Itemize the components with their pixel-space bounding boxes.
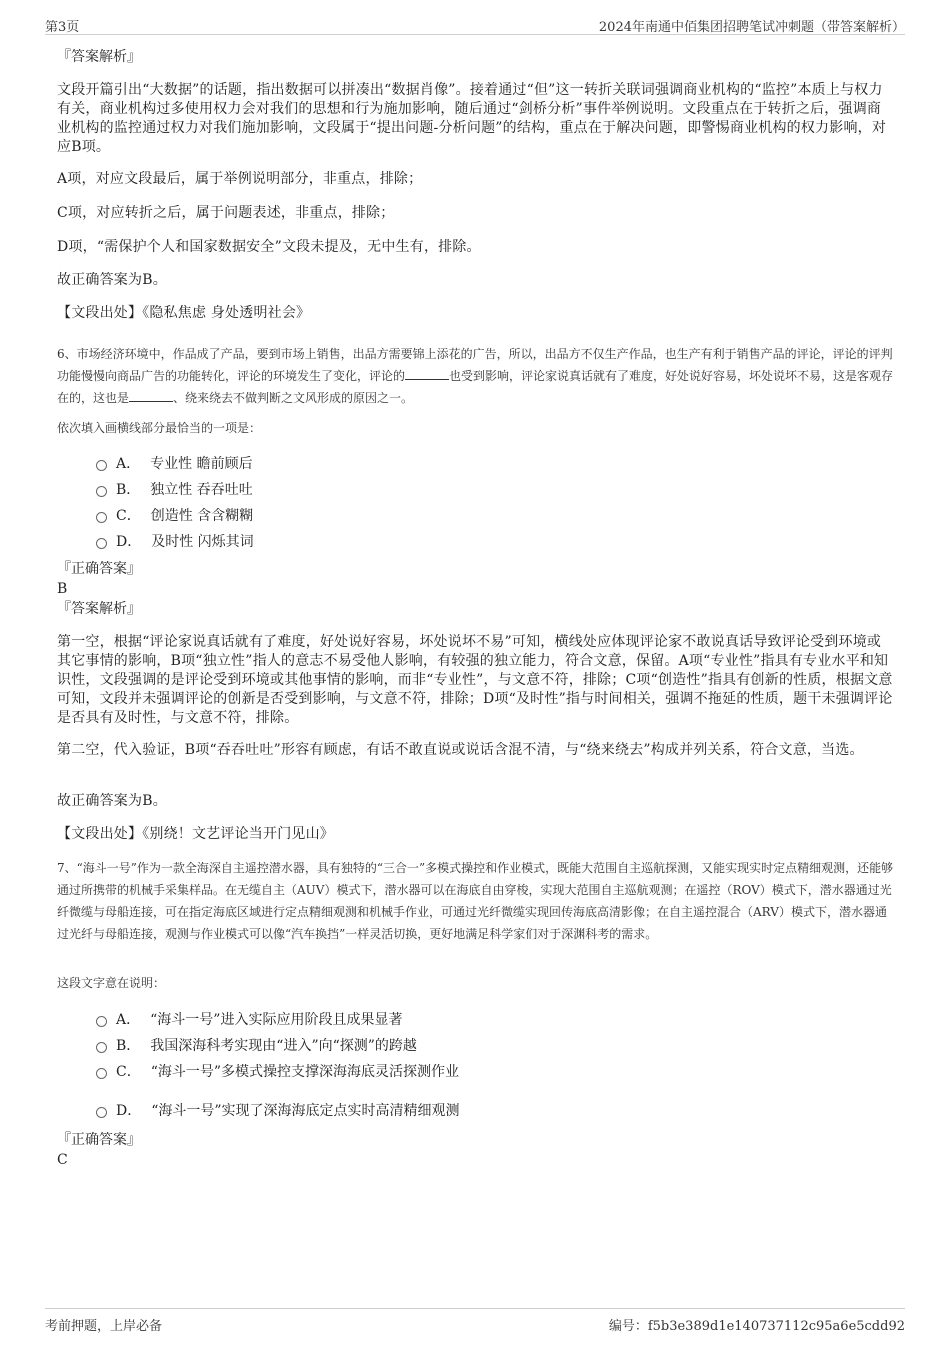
q6-conclusion: 故正确答案为B。 bbox=[57, 793, 167, 809]
radio-icon[interactable] bbox=[96, 486, 107, 497]
q5-option-a-note: A项，对应文段最后，属于举例说明部分，非重点，排除； bbox=[57, 171, 423, 187]
q6-option-b[interactable]: B． 独立性 吞吞吐吐 bbox=[96, 481, 253, 499]
page-header bbox=[45, 14, 905, 35]
q7-option-a[interactable]: A． “海斗一号”进入实际应用阶段且成果显著 bbox=[96, 1011, 402, 1029]
q5-option-d-note: D项，“需保护个人和国家数据安全”文段未提及，无中生有，排除。 bbox=[57, 239, 481, 255]
page-number: 第3页 bbox=[45, 20, 80, 35]
q5-conclusion: 故正确答案为B。 bbox=[57, 272, 167, 288]
q6-analysis-1: 第一空，根据“评论家说真话就有了难度，好处说好容易，坏处说坏不易”可知，横线处应体现评论家不敢说真话导致评论受到环境或其它事情的影响，B项“独立性”指人的意志不易受他人影响，有较强的独立能力，符合文意，保留。A项“专业性”指具有专业水平和知识性，文段强调的是评论受到环境或其他事情的影响，而非“专业性”，与文意不符，排除；C项“创造性”指具有创新的性质，根据文意可知，文段并未强调评论的创新是否受到影响，与文意不符，排除；D项“及时性”指与时间相关，强调不拖延的性质，题干未强调评论是否具有及时性，与文意不符，排除。 bbox=[57, 634, 893, 726]
document-id: 编号：f5b3e389d1e140737112c95a6e5cdd92 bbox=[608, 1319, 905, 1334]
q6-prompt: 依次填入画横线部分最恰当的一项是： bbox=[57, 421, 262, 435]
q7-option-d[interactable]: D． “海斗一号”实现了深海海底定点实时高清精细观测 bbox=[96, 1102, 460, 1120]
q7-stem: 7、“海斗一号”作为一款全海深自主遥控潜水器，具有独特的“三合一”多模式操控和作业模式，既能大范围自主巡航探测，又能实现实时定点精细观测，还能够通过所携带的机械手采集样品。在无缆自主（AUV）模式下，潜水器可以在海底自由穿梭，实现大范围自主巡航观测；在遥控（ROV）模式下，潜水器通过光纤微缆与母船连接，可在指定海底区域进行定点精细观测和机械手作业，可通过光纤微缆实现回传海底高清影像；在自主遥控混合（ARV）模式下，潜水器通过光纤与母船连接，观测与作业模式可以像“汽车换挡”一样灵活切换，更好地满足科学家们对于深渊科考的需求。 bbox=[57, 861, 894, 941]
radio-icon[interactable] bbox=[96, 460, 107, 471]
q6-answer: B bbox=[57, 581, 68, 597]
q6-blank-2 bbox=[129, 389, 173, 402]
radio-icon[interactable] bbox=[96, 1042, 107, 1053]
radio-icon[interactable] bbox=[96, 512, 107, 523]
q6-analysis-2: 第二空，代入验证，B项“吞吞吐吐”形容有顾虑，有话不敢直说或说话含混不清，与“绕来绕去”构成并列关系，符合文意，当选。 bbox=[57, 742, 864, 758]
q7-option-b[interactable]: B． 我国深海科考实现由“进入”向“探测”的跨越 bbox=[96, 1037, 417, 1055]
page-footer bbox=[45, 1308, 905, 1337]
q6-stem-part1: 6、市场经济环境中，作品成了产品，要到市场上销售，出品方需要锦上添花的广告，所以，出品方不仅生产作品，也生产有利于销售产品的评论，评论的评判功能慢慢向商品广告的功能转化，评论的环境发生了变化，评论的 bbox=[57, 347, 893, 383]
radio-icon[interactable] bbox=[96, 1107, 107, 1118]
q7-answer: C bbox=[57, 1152, 68, 1168]
q7-answer-label: 『正确答案』 bbox=[57, 1132, 141, 1148]
q6-option-c[interactable]: C． 创造性 含含糊糊 bbox=[96, 507, 253, 525]
radio-icon[interactable] bbox=[96, 1068, 107, 1079]
radio-icon[interactable] bbox=[96, 1016, 107, 1027]
q5-option-c-note: C项，对应转折之后，属于问题表述，非重点，排除； bbox=[57, 205, 395, 221]
q7-option-c[interactable]: C． “海斗一号”多模式操控支撑深海海底灵活探测作业 bbox=[96, 1063, 459, 1081]
radio-icon[interactable] bbox=[96, 538, 107, 549]
q5-analysis-label: 『答案解析』 bbox=[57, 49, 141, 65]
q6-analysis-label: 『答案解析』 bbox=[57, 601, 141, 617]
q6-blank-1 bbox=[405, 367, 449, 380]
q6-answer-label: 『正确答案』 bbox=[57, 561, 141, 577]
document-title: 2024年南通中佰集团招聘笔试冲刺题（带答案解析） bbox=[598, 20, 905, 35]
q6-stem-part3: 、绕来绕去不做判断之文风形成的原因之一。 bbox=[173, 391, 414, 405]
q7-prompt: 这段文字意在说明： bbox=[57, 976, 166, 990]
q5-source: 【文段出处】《隐私焦虑 身处透明社会》 bbox=[57, 305, 311, 321]
q6-option-a[interactable]: A． 专业性 瞻前顾后 bbox=[96, 455, 253, 473]
q6-source: 【文段出处】《别绕！文艺评论当开门见山》 bbox=[57, 826, 334, 842]
q5-analysis-text: 文段开篇引出“大数据”的话题，指出数据可以拼凑出“数据肖像”。接着通过“但”这一转折关联词强调商业机构的“监控”本质上与权力有关，商业机构过多使用权力会对我们的思想和行为施加影响，随后通过“剑桥分析”事件举例说明。文段重点在于转折之后，强调商业机构的监控通过权力对我们施加影响，文段属于“提出问题-分析问题”的结构，重点在于解决问题，即警惕商业机构的权力影响，对应B项。 bbox=[57, 82, 887, 155]
footer-slogan: 考前押题，上岸必备 bbox=[45, 1319, 163, 1334]
q6-stem bbox=[57, 343, 895, 409]
q6-option-d[interactable]: D． 及时性 闪烁其词 bbox=[96, 533, 254, 551]
q6-stem-part2: 也受到影响，评论家说真话就有了难度，好处说好容易，坏处说坏不易，这是客观存在的，这也是 bbox=[57, 369, 894, 405]
